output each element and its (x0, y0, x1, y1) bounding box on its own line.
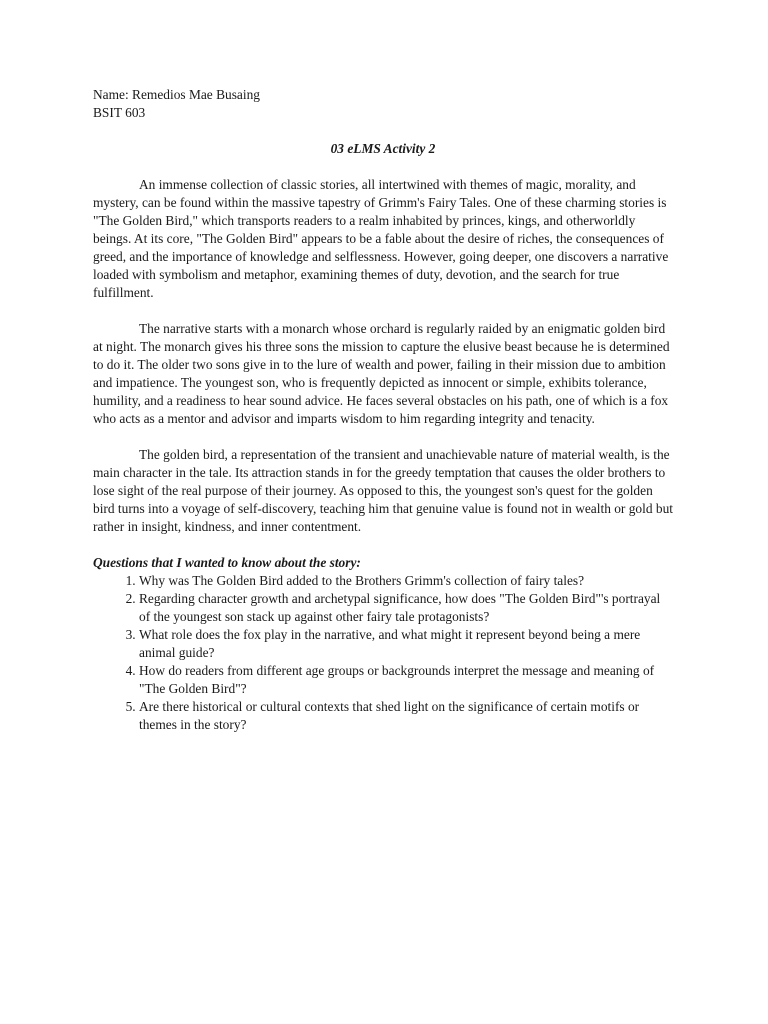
question-item-5: 5. Are there historical or cultural contexts that shed light on the significance of certain motifs or themes in the story? (139, 698, 673, 734)
body-paragraph-1: An immense collection of classic stories, all intertwined with themes of magic, morality, and mystery, can be found within the massive tapestry of Grimm's Fairy Tales. One of these charming stories is "The Golden Bird," which transports readers to a realm inhabited by princes, kings, and otherworldly beings. At its core, "The Golden Bird" appears to be a fable about the desire of riches, the consequences of greed, and the importance of knowledge and selflessness. However, going deeper, one discovers a narrative loaded with symbolism and metaphor, examining themes of duty, devotion, and the search for true fulfillment. (93, 177, 669, 300)
class-section: BSIT 603 (93, 105, 146, 120)
document-title: 03 eLMS Activity 2 (330, 141, 436, 156)
body-paragraph-2: The narrative starts with a monarch whose orchard is regularly raided by an enigmatic golden bird at night. The monarch gives his three sons the mission to capture the elusive beast because he is determined to do it. The older two sons give in to the lure of wealth and power, failing in their mission due to ambition and impatience. The youngest son, who is frequently depicted as innocent or simple, exhibits tolerance, humility, and a readiness to hear sound advice. He faces several obstacles on his path, one of which is a fox who acts as a mentor and advisor and imparts wisdom to him regarding integrity and tenacity. (93, 321, 670, 426)
question-item-3: 3. What role does the fox play in the narrative, and what might it represent beyond being a mere animal guide? (139, 626, 673, 662)
questions-list (93, 572, 673, 734)
question-item-2: 2. Regarding character growth and archetypal significance, how does "The Golden Bird"'s portrayal of the youngest son stack up against other fairy tale protagonists? (139, 590, 673, 626)
student-name: Name: Remedios Mae Busaing (93, 87, 260, 102)
body-paragraph-3: The golden bird, a representation of the transient and unachievable nature of material wealth, is the main character in the tale. Its attraction stands in for the greedy temptation that causes the older brothers to lose sight of the real purpose of their journey. As opposed to this, the youngest son's quest for the golden bird turns into a voyage of self-discovery, teaching him that genuine value is found not in wealth or gold but rather in insight, kindness, and inner contentment. (93, 447, 674, 534)
question-item-1: 1. Why was The Golden Bird added to the Brothers Grimm's collection of fairy tales? (139, 572, 673, 590)
question-item-4: 4. How do readers from different age groups or backgrounds interpret the message and meaning of "The Golden Bird"? (139, 662, 673, 698)
document-page (93, 86, 673, 734)
questions-heading: Questions that I wanted to know about the story: (93, 555, 361, 570)
